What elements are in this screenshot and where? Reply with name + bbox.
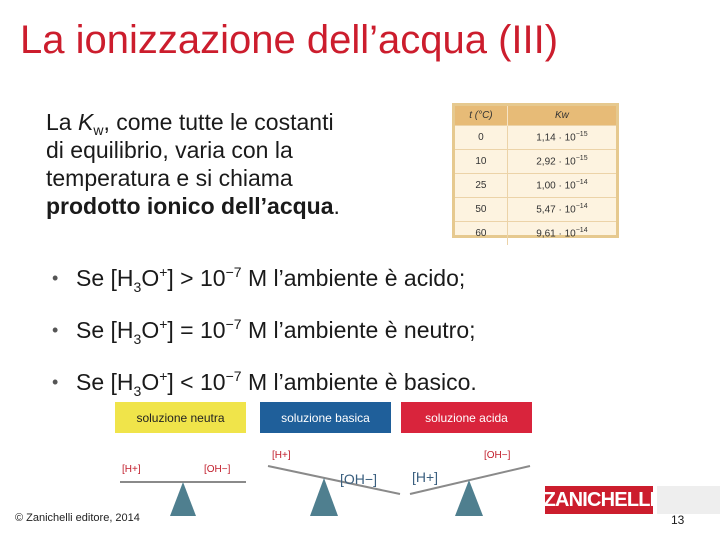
logo-strip: [657, 486, 720, 514]
fulcrum-icon: [455, 480, 483, 516]
slide-title: La ionizzazione dell’acqua (III): [20, 18, 559, 62]
table-row: 10 $2,92 \cdot 10^{-15}$: [455, 150, 616, 174]
ion-h-label: [H+]: [412, 469, 439, 485]
bullet-dot-icon: •: [52, 320, 59, 340]
label-acid-solution: soluzione acida: [401, 402, 532, 433]
fulcrum-icon: [310, 478, 338, 516]
bullet-list: [52, 252, 477, 408]
intro-paragraph: La $K_w$, come tutte le costanti di equilibrio, varia con la temperatura e si chiama prodotto ionico dell’acqua.: [46, 109, 340, 219]
ion-oh-label: [OH−]: [204, 464, 231, 475]
ion-h-label: [H+]: [122, 464, 141, 475]
copyright-text: © Zanichelli editore, 2014: [15, 512, 140, 524]
table-header-temperature: t (°C): [455, 106, 507, 126]
table-row: 0 $1,14 \cdot 10^{-15}$: [455, 126, 616, 150]
scale-neutral: [120, 464, 246, 516]
zanichelli-logo: ZANICHELLI: [545, 486, 653, 514]
kw-temperature-table: [452, 103, 619, 238]
balance-scales-figure: [108, 438, 538, 518]
scale-acid: [410, 450, 530, 516]
label-basic-solution: soluzione basica: [260, 402, 391, 433]
table-row: 50 $5,47 \cdot 10^{-14}$: [455, 198, 616, 222]
bullet-dot-icon: •: [52, 372, 59, 392]
ion-oh-label: [OH−]: [484, 450, 511, 461]
ion-oh-label: [OH−]: [340, 471, 377, 487]
highlight-term: prodotto ionico dell’acqua: [46, 193, 334, 219]
page-number: 13: [671, 513, 685, 527]
label-neutral-solution: soluzione neutra: [115, 402, 246, 433]
bullet-dot-icon: •: [52, 268, 59, 288]
bullet-basic: • Se $[H_3O^+] < 10^{-7}$ M l’ambiente è basico.: [52, 356, 477, 408]
ion-h-label: [H+]: [272, 450, 291, 461]
table-row: 60 $9,61 \cdot 10^{-14}$: [455, 222, 616, 246]
table-header-kw: Kw: [507, 106, 616, 126]
scale-basic: [268, 450, 400, 516]
table-row: 25 $1,00 \cdot 10^{-14}$: [455, 174, 616, 198]
bullet-acid: • Se $[H_3O^+] > 10^{-7}$ M l’ambiente è acido;: [52, 252, 477, 304]
bullet-neutral: • Se $[H_3O^+] = 10^{-7}$ M l’ambiente è neutro;: [52, 304, 477, 356]
fulcrum-icon: [170, 482, 196, 516]
